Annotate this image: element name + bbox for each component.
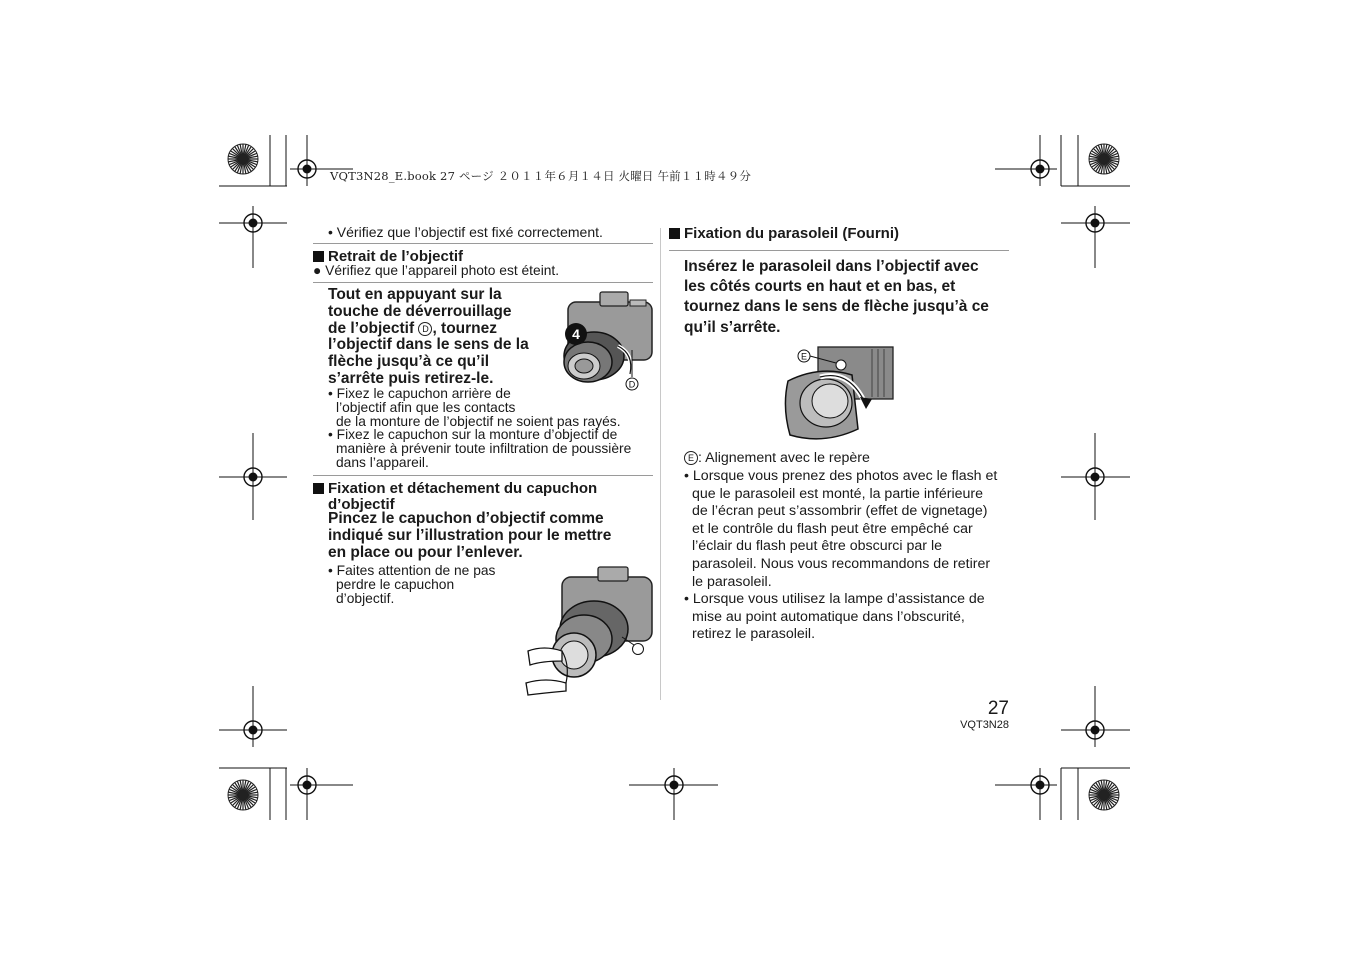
note-line: dans l’appareil.	[336, 454, 429, 470]
instruction-line: Pincez le capuchon d’objectif comme	[328, 510, 604, 527]
note-line: le parasoleil.	[692, 573, 772, 590]
note-line: l’éclair du flash peut être obscurci par le	[692, 538, 942, 555]
note-line: l’objectif afin que les contacts	[336, 399, 516, 415]
instruction-line: qu’il s’arrête.	[684, 318, 781, 336]
notes-retrait	[328, 387, 631, 470]
instruction-line: Tout en appuyant sur la	[328, 286, 502, 303]
legend-e	[684, 450, 870, 468]
figure-label-d: D	[628, 379, 636, 390]
note-line: • Fixez le capuchon arrière de	[328, 386, 511, 401]
section-square-icon	[313, 483, 324, 494]
section-title-text: Fixation du parasoleil (Fourni)	[684, 225, 900, 242]
top-bullet: • Vérifiez que l’objectif est fixé correctement.	[328, 224, 603, 240]
lens-hood-illustration	[780, 345, 898, 450]
page-number: 27	[987, 698, 1009, 719]
instruction-line: l’objectif dans le sens de la	[328, 336, 529, 354]
check-note: ● Vérifiez que l’appareil photo est éteint.	[313, 263, 560, 278]
instruction-retrait	[328, 287, 529, 388]
note-line: perdre le capuchon	[336, 576, 455, 592]
divider-line	[313, 243, 653, 244]
section-square-icon	[669, 228, 680, 239]
section-title-text: d’objectif	[328, 495, 395, 513]
note-line: • Faites attention de ne pas	[328, 563, 496, 578]
instruction-parasoleil	[684, 257, 989, 338]
note-line: que le parasoleil est monté, la partie inférieure	[692, 485, 984, 502]
marker-d: D	[418, 322, 432, 336]
section-title-text: Fixation et détachement du capuchon	[328, 480, 598, 497]
section-title-text: Retrait de l’objectif	[328, 248, 464, 265]
print-header-line: VQT3N28_E.book 27 ページ ２０１１年６月１４日 火曜日 午前１１時４９分	[330, 169, 752, 183]
section-square-icon	[313, 251, 324, 262]
divider-line	[313, 282, 653, 283]
column-divider	[660, 228, 661, 700]
instruction-line: tournez dans le sens de flèche jusqu’à ce	[684, 298, 989, 316]
note-line: d’objectif.	[336, 590, 395, 606]
instruction-line: flèche jusqu’à ce qu’il	[328, 353, 490, 371]
instruction-line-part: de l’objectif	[328, 319, 415, 337]
step-number: 4	[572, 326, 580, 342]
note-line: parasoleil. Nous vous recommandons de retirer	[692, 555, 991, 572]
instruction-line: en place ou pour l’enlever.	[328, 544, 523, 561]
instruction-capuchon	[328, 510, 611, 561]
divider-line	[669, 250, 1009, 251]
doc-code: VQT3N28	[960, 719, 1009, 731]
section-title-capuchon	[313, 481, 597, 512]
notes-parasoleil	[684, 468, 997, 644]
instruction-line	[328, 321, 529, 338]
marker-e: E	[684, 451, 698, 465]
note-line: manière à prévenir toute infiltration de poussière	[336, 441, 632, 457]
divider-line	[313, 475, 653, 476]
figure-label-e: E	[800, 351, 808, 362]
legend-text: : Alignement avec le repère	[698, 450, 870, 466]
instruction-line: Insérez le parasoleil dans l’objectif avec	[684, 258, 979, 275]
instruction-line: indiqué sur l’illustration pour le mettre	[328, 527, 612, 544]
lens-cap-illustration	[522, 565, 657, 697]
instruction-line: touche de déverrouillage	[328, 302, 512, 320]
note-line: • Lorsque vous utilisez la lampe d’assistance de	[684, 591, 985, 608]
camera-lens-removal-illustration	[560, 290, 660, 395]
note-line: • Fixez le capuchon sur la monture d’objectif de	[328, 427, 618, 443]
instruction-line: s’arrête puis retirez-le.	[328, 369, 494, 387]
note-line: • Lorsque vous prenez des photos avec le flash et	[684, 468, 998, 484]
instruction-line: les côtés courts en haut et en bas, et	[684, 278, 956, 296]
note-line: de la monture de l’objectif ne soient pas rayés.	[336, 413, 621, 429]
notes-capuchon	[328, 564, 495, 605]
note-line: et le contrôle du flash peut être empêché car	[692, 520, 973, 537]
section-title-parasoleil	[669, 226, 899, 242]
note-line: de l’écran peut s’assombrir (effet de vignetage)	[692, 503, 988, 520]
note-line: retirez le parasoleil.	[692, 626, 816, 643]
instruction-line-part: , tournez	[432, 319, 498, 337]
note-line: mise au point automatique dans l’obscurité,	[692, 608, 965, 625]
